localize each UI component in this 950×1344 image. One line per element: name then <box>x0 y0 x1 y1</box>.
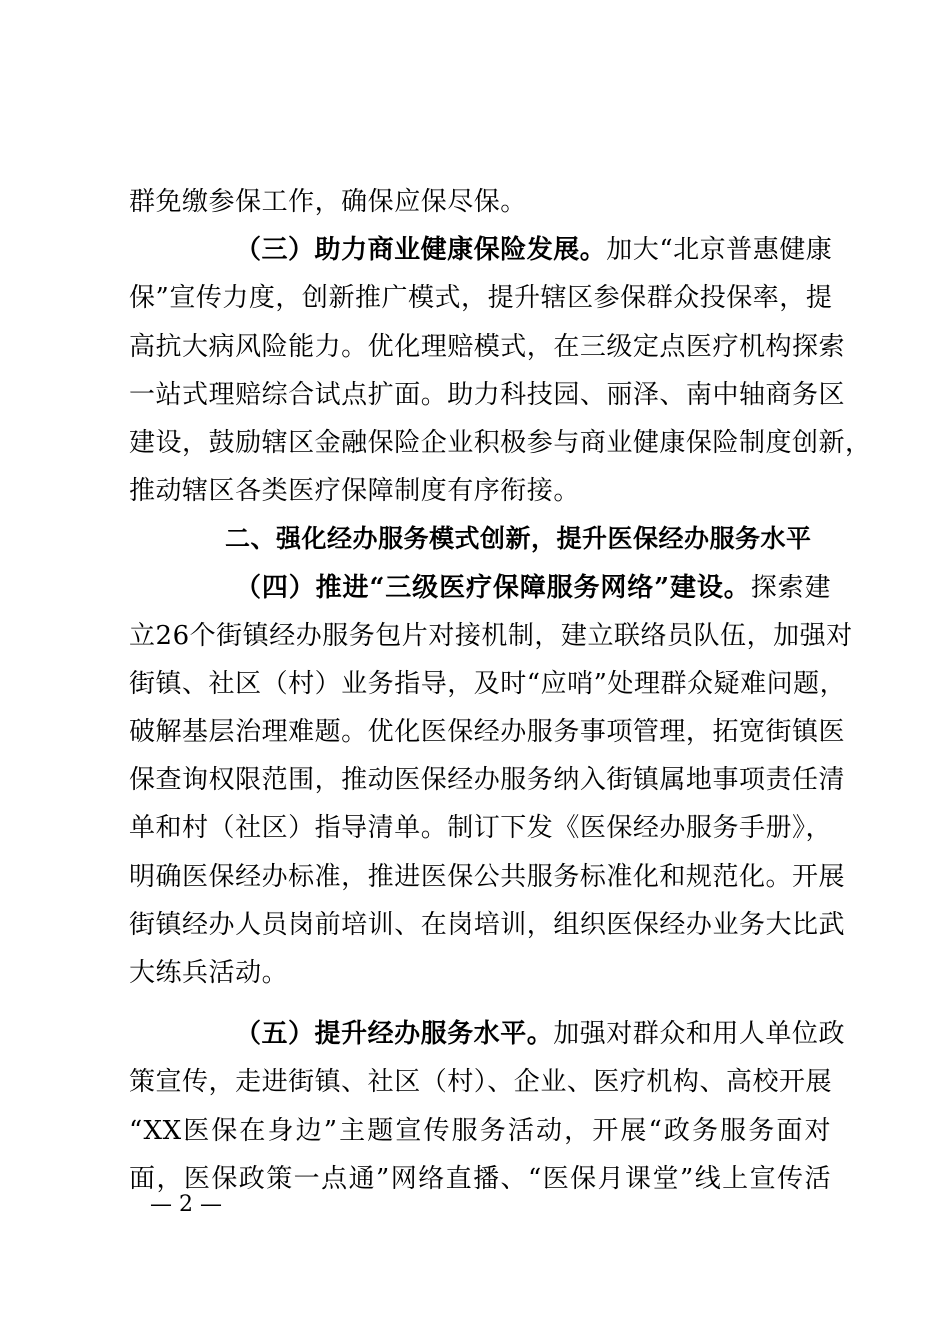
section-heading: 二、强化经办服务模式创新，提升医保经办服务水平 <box>225 524 812 554</box>
paragraph-line <box>129 612 853 660</box>
paragraph-text: 加强对群众和用人单位政 <box>553 1019 845 1050</box>
paragraph-line <box>129 804 831 852</box>
paragraph-line <box>129 660 847 708</box>
paragraph-text: 明确医保经办标准，推进医保公共服务标准化和规范化。开展 <box>129 861 846 892</box>
paragraph-text: 保查询权限范围，推动医保经办服务纳入街镇属地事项责任清 <box>129 765 846 796</box>
paragraph-line <box>129 419 872 467</box>
paragraph-text: 街镇经办人员岗前培训、在岗培训，组织医保经办业务大比武 <box>129 909 846 940</box>
paragraph-line <box>129 226 831 274</box>
paragraph-line <box>129 467 831 515</box>
paragraph-line <box>129 1058 831 1106</box>
paragraph-text: 大练兵活动。 <box>129 958 289 988</box>
paragraph-text: “XX医保在身边”主题宣传服务活动，开展“政务服务面对 <box>129 1115 831 1146</box>
paragraph-line <box>129 708 846 756</box>
paragraph-text: 建设，鼓励辖区金融保险企业积极参与商业健康保险制度创新， <box>129 427 872 458</box>
paragraph-text: 探索建 <box>750 572 832 603</box>
paragraph-text: 高抗大病风险能力。优化理赔模式，在三级定点医疗机构探索 <box>129 331 846 362</box>
paragraph-lead-heading: （四）推进“三级医疗保障服务网络”建设。 <box>235 572 751 603</box>
paragraph-line <box>129 853 846 901</box>
paragraph-text: 加大“北京普惠健康 <box>606 235 833 266</box>
paragraph-text: 街镇、社区（村）业务指导，及时“应哨”处理群众疑难问题， <box>129 668 847 699</box>
paragraph-line <box>129 1010 845 1058</box>
paragraph-line <box>129 178 831 226</box>
paragraph-line <box>129 564 831 612</box>
paragraph-text: 破解基层治理难题。优化医保经办服务事项管理，拓宽街镇医 <box>129 717 846 748</box>
paragraph-text: 策宣传，走进街镇、社区（村）、企业、医疗机构、高校开展 <box>129 1067 833 1098</box>
document-body <box>129 178 872 1203</box>
paragraph-text: 群免缴参保工作，确保应保尽保。 <box>129 187 527 217</box>
paragraph-text: 面，医保政策一点通”网络直播、“医保月课堂”线上宣传活 <box>129 1163 831 1194</box>
paragraph-line <box>129 1107 831 1155</box>
paragraph-text: 推动辖区各类医疗保障制度有序衔接。 <box>129 476 580 507</box>
paragraph-line <box>129 274 831 322</box>
paragraph-text: 保”宣传力度，创新推广模式，提升辖区参保群众投保率，提 <box>129 283 833 314</box>
page-number: — 2 — <box>150 1192 222 1217</box>
paragraph-text: 立26个街镇经办服务包片对接机制，建立联络员队伍，加强对 <box>129 620 853 651</box>
paragraph-text: 单和村（社区）指导清单。制订下发《医保经办服务手册》， <box>129 813 833 844</box>
paragraph-line <box>129 323 846 371</box>
paragraph-line <box>129 371 846 419</box>
paragraph-line <box>129 1155 831 1203</box>
paragraph-text: 一站式理赔综合试点扩面。助力科技园、丽泽、南中轴商务区 <box>129 379 846 410</box>
paragraph-lead-heading: （五）提升经办服务水平。 <box>235 1019 554 1050</box>
paragraph-line <box>129 949 831 997</box>
paragraph-lead-heading: （三）助力商业健康保险发展。 <box>235 235 607 266</box>
paragraph-line <box>129 901 846 949</box>
paragraph-line <box>129 756 846 804</box>
